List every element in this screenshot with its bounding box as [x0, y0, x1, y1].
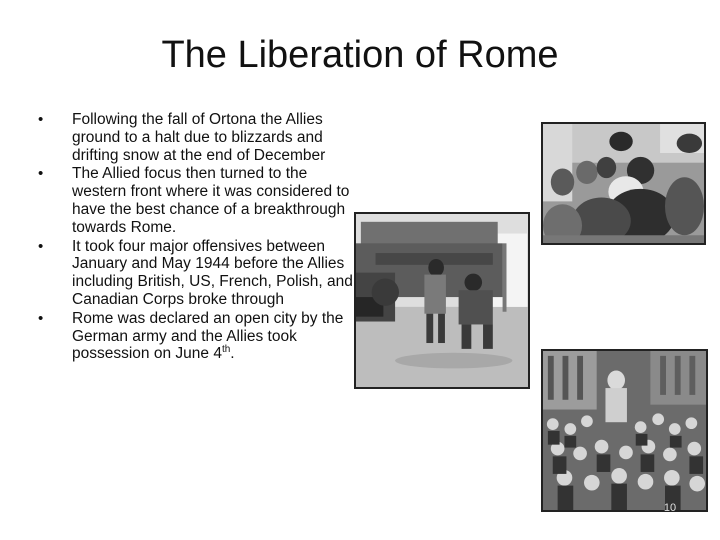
bullet-text: Following the fall of Ortona the Allies ground to a halt due to blizzards and drifting snow at the end of December	[72, 111, 326, 164]
bullet-tail: .	[230, 345, 235, 363]
bullet-text: Rome was declared an open city by the German army and the Allies took possession on June 4	[72, 309, 344, 363]
bullet-marker: •	[38, 165, 44, 183]
bullet-item	[36, 165, 356, 236]
bullet-marker: •	[38, 309, 44, 327]
bullet-item	[36, 111, 356, 164]
tank-and-soldiers-street-photo	[354, 212, 530, 389]
page-number: 10	[663, 502, 677, 514]
bullet-marker: •	[38, 111, 44, 128]
bullet-item	[36, 238, 356, 309]
soldiers-greeted-by-civilians-photo	[541, 122, 706, 245]
bullet-list	[36, 111, 356, 363]
crowd-celebration-photo	[541, 349, 708, 512]
bullet-text: The Allied focus then turned to the western front where it was considered to have the best chance of a breakthrough towards Rome.	[72, 165, 350, 236]
bullet-text: It took four major offensives between January and May 1944 before the Allies including British, US, French, Polish, and Canadian Corps broke through	[72, 237, 353, 308]
bullet-item	[36, 310, 356, 363]
bullet-superscript: th	[221, 344, 231, 356]
slide-title: The Liberation of Rome	[161, 34, 559, 76]
bullet-marker: •	[38, 237, 44, 255]
